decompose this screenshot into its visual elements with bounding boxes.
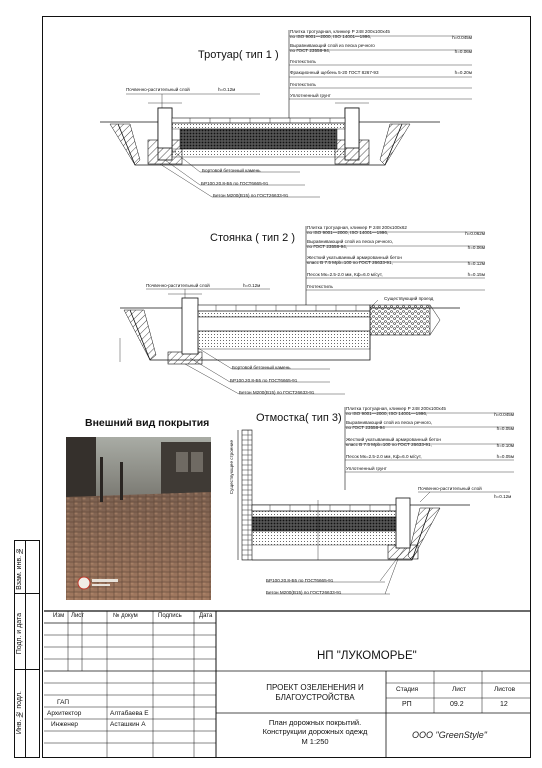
- blind-area-soil-label: Почвенно-растительный слой: [418, 486, 482, 491]
- sidewalk-layer-2: Выравнивающий слой из песка речного по ГОСТ 23558-94, h=0.06м: [290, 43, 472, 54]
- sidewalk-title: Тротуар( тип 1 ): [198, 49, 279, 61]
- blind-area-title: Отмостка( тип 3): [256, 412, 342, 424]
- parking-layer-2: Выравнивающий слой из песка речного, по ГОСТ 23558-94, h=0.06м: [307, 239, 485, 250]
- parking-soil-h: h=0.12м: [243, 283, 261, 288]
- name-engineer: Асташкин А: [110, 721, 146, 728]
- project-line-1: ПРОЕКТ ОЗЕЛЕНЕНИЯ И: [266, 683, 364, 692]
- side-label-inventory: Инв. № подл.: [16, 691, 23, 735]
- parking-curb-label: Бортовой бетонный камень: [232, 365, 291, 370]
- header-change: Изм: [53, 613, 65, 619]
- project-line-2: БЛАГОУСТРОЙСТВА: [275, 692, 355, 702]
- stage-value: РП: [402, 701, 412, 708]
- sidewalk-soil-h: h=0.12м: [218, 87, 236, 92]
- parking-title: Стоянка ( тип 2 ): [210, 232, 295, 244]
- role-engineer: Инженер: [51, 721, 79, 728]
- blind-area-soil-h: h=0.12м: [494, 494, 512, 499]
- sidewalk-curb-spec: БР100.20.8-Б5 по ГОСТ6665-91: [201, 181, 269, 186]
- parking-concrete: Бетон М200(В15) по ГОСТ26633-91: [239, 390, 315, 395]
- designer-brand: ООО "GreenStyle": [412, 730, 487, 740]
- blind-area-layer-3: Жесткий укатываемый армированный бетон класс В 7.5 Мрb=100 по ГОСТ 26633-91, h=0.10м: [346, 437, 514, 448]
- parking-layer-5: Геотекстиль: [307, 284, 333, 289]
- name-architect: Алтабаева Е: [110, 710, 149, 717]
- blind-area-layer-4: Песок Мк=2.5-2.0 мм, Кф=6.0 м/сут, h=0.05м: [346, 454, 514, 459]
- sidewalk-curb-label: Бортовой бетонный камень: [202, 168, 261, 173]
- parking-soil-label: Почвенно-растительный слой: [146, 283, 210, 288]
- sheet-scale: М 1:250: [301, 736, 329, 746]
- parking-layer-1: Плитка тротуарная, клинкер Р 248 200х100х62 по ISO 9001—2000, ISO 14001—1996, h=0.062м: [307, 225, 485, 236]
- sidewalk-layer-5: Геотекстиль: [290, 82, 316, 87]
- stage-header: Стадия: [396, 686, 419, 693]
- photo-title: Внешний вид покрытия: [85, 417, 210, 429]
- sidewalk-layer-3: Геотекстиль: [290, 59, 316, 64]
- blind-area-layer-2: Выравнивающий слой из песка речного, по ГОСТ 23558-94 h=0.05м: [346, 420, 514, 431]
- sheet-name: [245, 718, 385, 746]
- sheet-line-2: Конструкции дорожных одежд: [262, 727, 368, 737]
- blind-area-section-drawing: [238, 407, 514, 594]
- sidewalk-layer-1: Плитка тротуарная, клинкер Р 248 200х100х45 по ISO 9001—2000, ISO 14001—1996, h=0.045м: [290, 29, 472, 40]
- side-label-replaced: Взам. инв. №: [16, 547, 23, 590]
- header-sheet: Лист: [71, 613, 85, 619]
- sheet-line-1: План дорожных покрытий.: [268, 718, 362, 727]
- blind-area-layer-5: Уплотненный грунт: [346, 466, 387, 471]
- parking-section-drawing: [120, 226, 485, 394]
- header-signature: Подпись: [158, 613, 182, 619]
- blind-area-wall-label: Существующее строение: [229, 440, 234, 495]
- pavement-photo-image: [66, 437, 211, 600]
- parking-layer-3: Жесткий укатываемый армированный бетон класс В 7.5 Мрb=100 по ГОСТ 26633-91, h=0.12м: [307, 255, 485, 266]
- header-date: Дата: [199, 613, 213, 619]
- parking-existing-road: Существующий проезд: [384, 296, 434, 301]
- sidewalk-soil-label: Почвенно-растительный слой: [126, 87, 190, 92]
- company-name: НП "ЛУКОМОРЬЕ": [317, 650, 417, 662]
- role-architect: Архитектор: [47, 710, 82, 717]
- sheet-value: 09.2: [450, 701, 464, 708]
- parking-curb-spec: БР100.20.8-Б5 по ГОСТ6665-91: [230, 378, 298, 383]
- side-label-sign-date: Подп. и дата: [16, 613, 23, 655]
- blind-area-concrete: Бетон М200(В15) по ГОСТ26633-91: [266, 590, 342, 595]
- sidewalk-section-drawing: [100, 30, 472, 197]
- blind-area-layer-1: Плитка тротуарная, клинкер Р 248 200х100х45 по ISO 9001—2000, ISO 14001—1996, h=0.045м: [346, 406, 514, 417]
- sheets-value: 12: [500, 701, 508, 708]
- role-chief-architect: ГАП: [57, 699, 70, 706]
- pavement-photo: [66, 437, 211, 600]
- sidewalk-layer-6: Уплотненный грунт: [290, 93, 331, 98]
- sheet-header: Лист: [452, 686, 467, 693]
- sidewalk-concrete: Бетон М200(В15) по ГОСТ26633-91: [213, 193, 289, 198]
- project-name: [245, 683, 385, 702]
- sheets-header: Листов: [494, 686, 516, 693]
- header-doc-no: № докум: [113, 613, 138, 619]
- sidewalk-layer-4: Фракционный щебень 5-20 ГОСТ 8267-93 h=0.20м: [290, 70, 472, 75]
- blind-area-curb-spec: БР100.20.8-Б5 по ГОСТ6665-91: [266, 578, 334, 583]
- parking-layer-4: Песок Мк=2.5-2.0 мм, Кф=6.0 м/сут, h=0.15м: [307, 272, 485, 277]
